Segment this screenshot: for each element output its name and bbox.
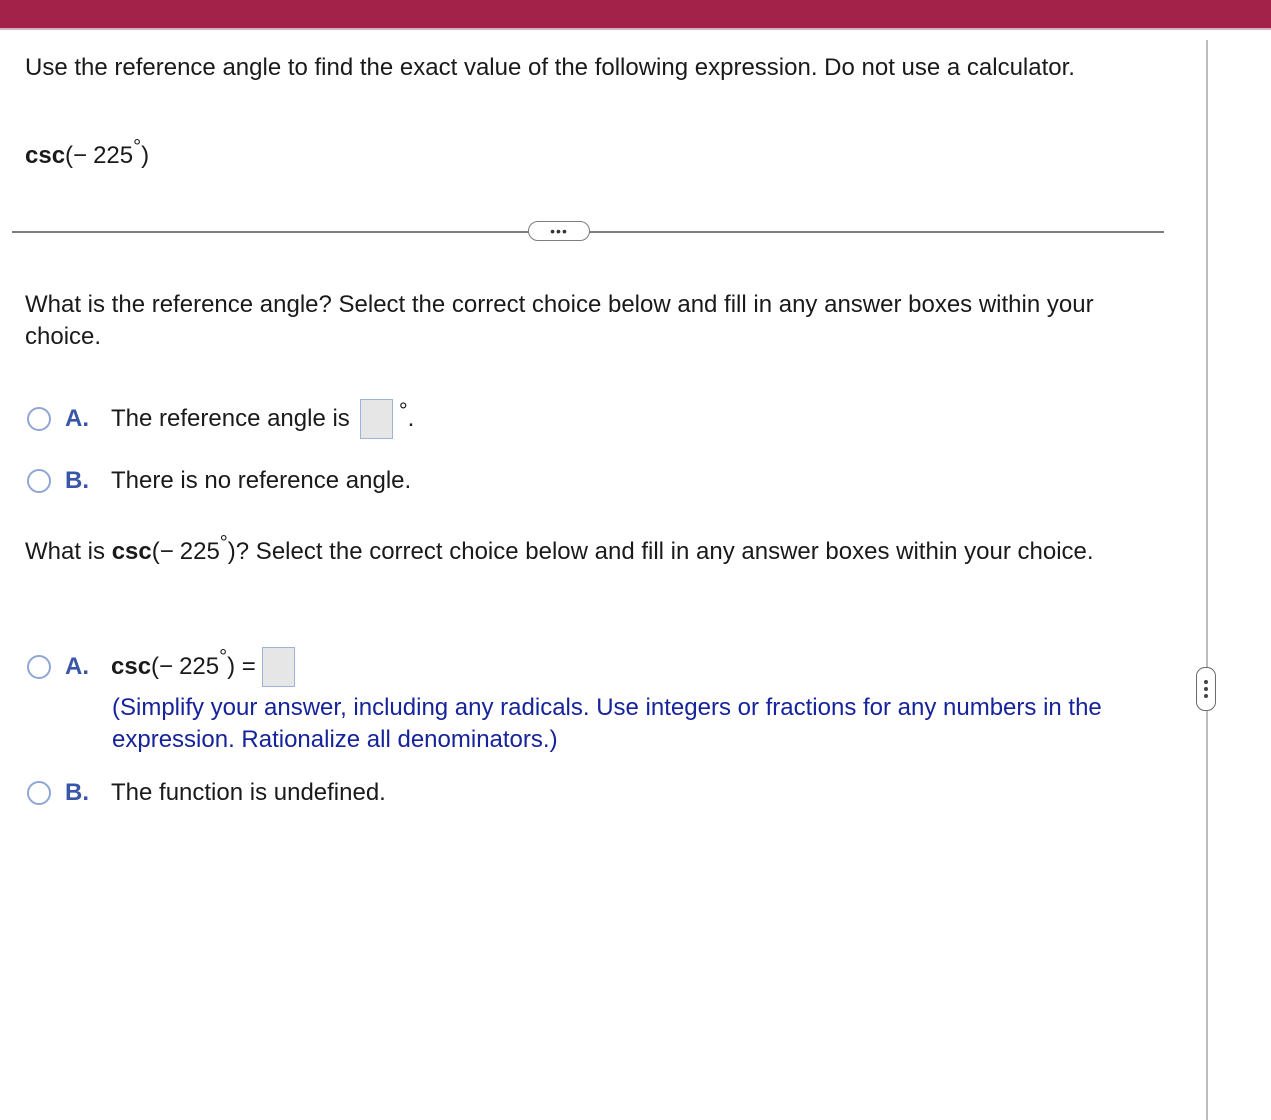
q2-value: 225 bbox=[179, 538, 220, 565]
expression-minus: − bbox=[73, 142, 88, 169]
csc-value-input[interactable] bbox=[262, 647, 295, 687]
q1-choice-b-letter: B. bbox=[65, 467, 89, 494]
expression-degree: ° bbox=[133, 136, 142, 158]
q2-choice-b[interactable] bbox=[27, 776, 386, 810]
handle-dot-icon bbox=[1204, 680, 1208, 684]
expression-value: 225 bbox=[93, 142, 134, 169]
q2-choice-a-function: csc bbox=[111, 653, 152, 680]
handle-dot-icon bbox=[1204, 694, 1208, 698]
handle-dot-icon bbox=[1204, 687, 1208, 691]
q1-choice-a[interactable] bbox=[27, 398, 415, 436]
question-2-text bbox=[25, 532, 1125, 570]
q2-choice-a-open-paren: ( bbox=[151, 653, 160, 680]
show-more-button[interactable]: ••• bbox=[528, 221, 590, 241]
q2-choice-a-letter: A. bbox=[65, 653, 89, 680]
q2-function: csc bbox=[111, 538, 152, 565]
q2-choice-a-value: 225 bbox=[179, 653, 220, 680]
header-bar bbox=[0, 0, 1271, 30]
q1-choice-a-content bbox=[111, 399, 414, 439]
q1-choice-a-radio[interactable] bbox=[27, 407, 51, 431]
q2-suffix: )? Select the correct choice below and fill in any answer boxes within your choice. bbox=[227, 538, 1094, 565]
q2-minus: − bbox=[159, 538, 174, 565]
q2-choice-a-radio[interactable] bbox=[27, 655, 51, 679]
q2-choice-b-radio[interactable] bbox=[27, 781, 51, 805]
answer-hint: (Simplify your answer, including any radicals. Use integers or fractions for any numbers in the expression. Rationalize all denominators.) bbox=[112, 694, 1102, 753]
problem-expression bbox=[25, 136, 150, 173]
q2-degree: ° bbox=[219, 532, 228, 554]
q1-choice-b-text: There is no reference angle. bbox=[111, 467, 412, 494]
panel-divider bbox=[1206, 40, 1208, 1120]
expression-open-paren: ( bbox=[65, 142, 74, 169]
q2-choice-b-letter: B. bbox=[65, 779, 89, 806]
q1-choice-a-text: The reference angle is bbox=[111, 405, 350, 432]
q1-choice-b[interactable] bbox=[27, 464, 411, 498]
problem-prompt: Use the reference angle to find the exact value of the following expression. Do not use a calculator. bbox=[25, 54, 1075, 81]
q2-choice-a-content bbox=[111, 647, 295, 687]
expression-close-paren: ) bbox=[141, 142, 150, 169]
q2-choice-b-text: The function is undefined. bbox=[111, 779, 386, 806]
q2-open-paren: ( bbox=[151, 538, 160, 565]
q1-choice-a-letter: A. bbox=[65, 405, 89, 432]
q2-choice-a-minus: − bbox=[159, 653, 174, 680]
expression-function: csc bbox=[25, 142, 66, 169]
reference-angle-input[interactable] bbox=[360, 399, 393, 439]
q2-choice-a[interactable] bbox=[27, 645, 295, 684]
panel-resize-handle[interactable] bbox=[1196, 667, 1216, 711]
q2-prefix: What is bbox=[25, 538, 112, 565]
q2-choice-a-equals: = bbox=[235, 653, 263, 680]
q1-choice-a-degree: ° bbox=[398, 398, 408, 423]
question-1-text: What is the reference angle? Select the correct choice below and fill in any answer boxes within your choice. bbox=[25, 291, 1094, 350]
q2-choice-a-close-paren: ) bbox=[227, 653, 236, 680]
q2-choice-a-degree: ° bbox=[219, 645, 228, 668]
q1-choice-a-period: . bbox=[407, 405, 415, 432]
q1-choice-b-radio[interactable] bbox=[27, 469, 51, 493]
